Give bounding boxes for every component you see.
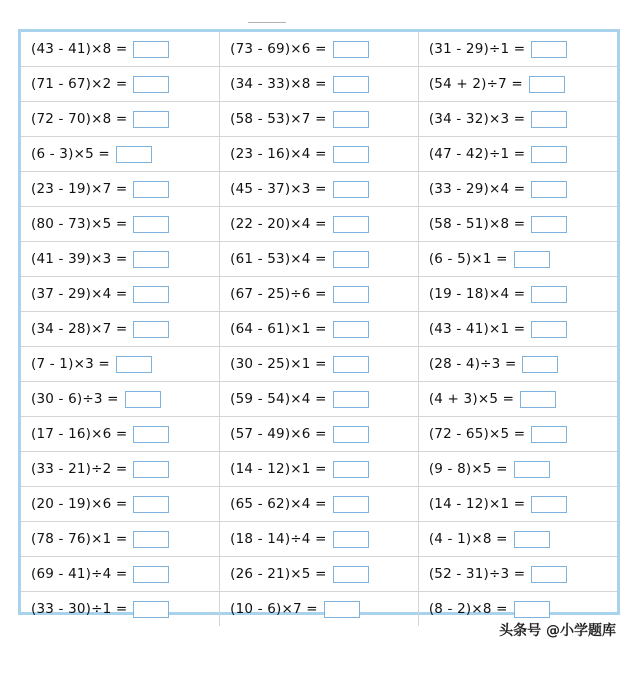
answer-box[interactable] (520, 391, 556, 408)
answer-box[interactable] (333, 391, 369, 408)
problem-cell (418, 207, 617, 242)
problem-cell (21, 67, 220, 102)
problem-cell (220, 102, 419, 137)
problem-expression: (34 - 33)×8 = (230, 76, 327, 92)
problem-expression: (33 - 30)÷1 = (31, 601, 128, 617)
problem-expression: (30 - 6)÷3 = (31, 391, 119, 407)
problem-expression: (9 - 8)×5 = (428, 461, 508, 477)
answer-box[interactable] (133, 531, 169, 548)
answer-box[interactable] (133, 426, 169, 443)
problem-row (21, 557, 617, 592)
problem-cell (418, 242, 617, 277)
problem-cell (21, 312, 220, 347)
problem-expression: (37 - 29)×4 = (31, 286, 128, 302)
problem-expression: (23 - 16)×4 = (230, 146, 327, 162)
problem-expression: (6 - 5)×1 = (428, 251, 508, 267)
answer-box[interactable] (531, 566, 567, 583)
problem-cell (418, 67, 617, 102)
problem-expression: (30 - 25)×1 = (230, 356, 327, 372)
problem-expression: (18 - 14)÷4 = (230, 531, 327, 547)
problem-cell (220, 137, 419, 172)
problem-expression: (58 - 51)×8 = (428, 216, 526, 232)
answer-box[interactable] (333, 111, 369, 128)
problem-expression: (17 - 16)×6 = (31, 426, 128, 442)
problem-row (21, 347, 617, 382)
problem-expression: (72 - 70)×8 = (31, 111, 128, 127)
problem-cell (418, 102, 617, 137)
problem-expression: (69 - 41)÷4 = (31, 566, 128, 582)
problem-cell (418, 347, 617, 382)
problem-expression: (33 - 29)×4 = (428, 181, 526, 197)
answer-box[interactable] (522, 356, 558, 373)
problem-cell (418, 32, 617, 67)
problem-expression: (57 - 49)×6 = (230, 426, 327, 442)
problem-cell (21, 347, 220, 382)
problem-cell (21, 522, 220, 557)
problem-cell (220, 487, 419, 522)
problem-row (21, 487, 617, 522)
problem-cell (220, 67, 419, 102)
problem-grid (21, 32, 617, 626)
problem-cell (418, 452, 617, 487)
problem-expression: (78 - 76)×1 = (31, 531, 128, 547)
problem-cell (220, 312, 419, 347)
top-divider (248, 22, 286, 23)
problem-expression: (28 - 4)÷3 = (428, 356, 517, 372)
problem-row (21, 207, 617, 242)
problem-cell (220, 452, 419, 487)
problem-expression: (59 - 54)×4 = (230, 391, 327, 407)
problem-cell (418, 137, 617, 172)
answer-box[interactable] (333, 426, 369, 443)
problem-cell (220, 207, 419, 242)
problem-cell (21, 382, 220, 417)
problem-cell (21, 452, 220, 487)
problem-cell (21, 172, 220, 207)
answer-box[interactable] (531, 41, 567, 58)
problem-row (21, 32, 617, 67)
problem-expression: (19 - 18)×4 = (428, 286, 526, 302)
problem-row (21, 172, 617, 207)
problem-row (21, 102, 617, 137)
problem-cell (220, 522, 419, 557)
problem-cell (220, 557, 419, 592)
problem-row (21, 522, 617, 557)
problem-cell (418, 557, 617, 592)
problem-expression: (14 - 12)×1 = (428, 496, 526, 512)
answer-box[interactable] (531, 146, 567, 163)
problem-cell (220, 242, 419, 277)
answer-box[interactable] (514, 251, 550, 268)
answer-box[interactable] (333, 286, 369, 303)
problem-expression: (73 - 69)×6 = (230, 41, 327, 57)
problem-expression: (31 - 29)÷1 = (428, 41, 526, 57)
problem-cell (21, 417, 220, 452)
problem-expression: (52 - 31)÷3 = (428, 566, 526, 582)
problem-expression: (80 - 73)×5 = (31, 216, 128, 232)
problem-cell (220, 32, 419, 67)
problem-expression: (4 - 1)×8 = (428, 531, 508, 547)
problem-cell (21, 592, 220, 627)
answer-box[interactable] (333, 251, 369, 268)
problem-expression: (4 + 3)×5 = (428, 391, 515, 407)
problem-row (21, 312, 617, 347)
problem-cell (418, 312, 617, 347)
problem-expression: (34 - 28)×7 = (31, 321, 128, 337)
problem-row (21, 137, 617, 172)
answer-box[interactable] (133, 181, 169, 198)
worksheet-frame (18, 29, 620, 615)
answer-box[interactable] (514, 601, 550, 618)
problem-cell (418, 382, 617, 417)
answer-box[interactable] (531, 321, 567, 338)
problem-expression: (8 - 2)×8 = (428, 601, 508, 617)
problem-row (21, 382, 617, 417)
answer-box[interactable] (333, 531, 369, 548)
answer-box[interactable] (333, 321, 369, 338)
answer-box[interactable] (333, 216, 369, 233)
problem-expression: (34 - 32)×3 = (428, 111, 526, 127)
answer-box[interactable] (333, 566, 369, 583)
problem-cell (418, 277, 617, 312)
answer-box[interactable] (133, 566, 169, 583)
problem-cell (418, 417, 617, 452)
problem-cell (21, 487, 220, 522)
problem-expression: (64 - 61)×1 = (230, 321, 327, 337)
problem-expression: (61 - 53)×4 = (230, 251, 327, 267)
problem-cell (21, 277, 220, 312)
problem-cell (21, 242, 220, 277)
answer-box[interactable] (333, 461, 369, 478)
answer-box[interactable] (324, 601, 360, 618)
problem-cell (220, 417, 419, 452)
problem-expression: (14 - 12)×1 = (230, 461, 327, 477)
watermark-text: 头条号 @小学题库 (499, 623, 616, 639)
answer-box[interactable] (133, 601, 169, 618)
answer-box[interactable] (116, 146, 152, 163)
problem-row (21, 67, 617, 102)
answer-box[interactable] (133, 76, 169, 93)
problem-expression: (47 - 42)÷1 = (428, 146, 526, 162)
problem-expression: (43 - 41)×1 = (428, 321, 526, 337)
problem-expression: (26 - 21)×5 = (230, 566, 327, 582)
problem-row (21, 452, 617, 487)
answer-box[interactable] (133, 216, 169, 233)
answer-box[interactable] (333, 356, 369, 373)
answer-box[interactable] (333, 146, 369, 163)
problem-expression: (58 - 53)×7 = (230, 111, 327, 127)
problem-row (21, 417, 617, 452)
answer-box[interactable] (333, 76, 369, 93)
answer-box[interactable] (133, 321, 169, 338)
problem-expression: (10 - 6)×7 = (230, 601, 318, 617)
problem-cell (220, 382, 419, 417)
problem-expression: (72 - 65)×5 = (428, 426, 526, 442)
answer-box[interactable] (514, 531, 550, 548)
answer-box[interactable] (116, 356, 152, 373)
answer-box[interactable] (133, 251, 169, 268)
answer-box[interactable] (531, 496, 567, 513)
answer-box[interactable] (133, 496, 169, 513)
problem-expression: (67 - 25)÷6 = (230, 286, 327, 302)
problem-expression: (54 + 2)÷7 = (428, 76, 523, 92)
problem-cell (21, 557, 220, 592)
answer-box[interactable] (133, 461, 169, 478)
answer-box[interactable] (531, 426, 567, 443)
problem-expression: (20 - 19)×6 = (31, 496, 128, 512)
problem-cell (418, 522, 617, 557)
answer-box[interactable] (531, 111, 567, 128)
problem-cell (418, 172, 617, 207)
problem-cell (220, 347, 419, 382)
problem-cell (21, 207, 220, 242)
problem-expression: (45 - 37)×3 = (230, 181, 327, 197)
problem-cell (418, 487, 617, 522)
problem-expression: (6 - 3)×5 = (31, 146, 110, 162)
answer-box[interactable] (531, 181, 567, 198)
answer-box[interactable] (333, 496, 369, 513)
answer-box[interactable] (333, 181, 369, 198)
answer-box[interactable] (125, 391, 161, 408)
problem-expression: (33 - 21)÷2 = (31, 461, 128, 477)
problem-expression: (23 - 19)×7 = (31, 181, 128, 197)
problem-row (21, 242, 617, 277)
problem-cell (220, 277, 419, 312)
answer-box[interactable] (133, 41, 169, 58)
answer-box[interactable] (133, 286, 169, 303)
answer-box[interactable] (531, 286, 567, 303)
answer-box[interactable] (333, 41, 369, 58)
problem-expression: (7 - 1)×3 = (31, 356, 110, 372)
problem-cell (21, 32, 220, 67)
problem-cell (220, 592, 419, 627)
problem-expression: (43 - 41)×8 = (31, 41, 128, 57)
problem-cell (21, 137, 220, 172)
answer-box[interactable] (133, 111, 169, 128)
problem-cell (21, 102, 220, 137)
problem-expression: (71 - 67)×2 = (31, 76, 128, 92)
answer-box[interactable] (531, 216, 567, 233)
problem-expression: (22 - 20)×4 = (230, 216, 327, 232)
problem-row (21, 277, 617, 312)
problem-cell (220, 172, 419, 207)
problem-expression: (65 - 62)×4 = (230, 496, 327, 512)
answer-box[interactable] (514, 461, 550, 478)
answer-box[interactable] (529, 76, 565, 93)
problem-expression: (41 - 39)×3 = (31, 251, 128, 267)
